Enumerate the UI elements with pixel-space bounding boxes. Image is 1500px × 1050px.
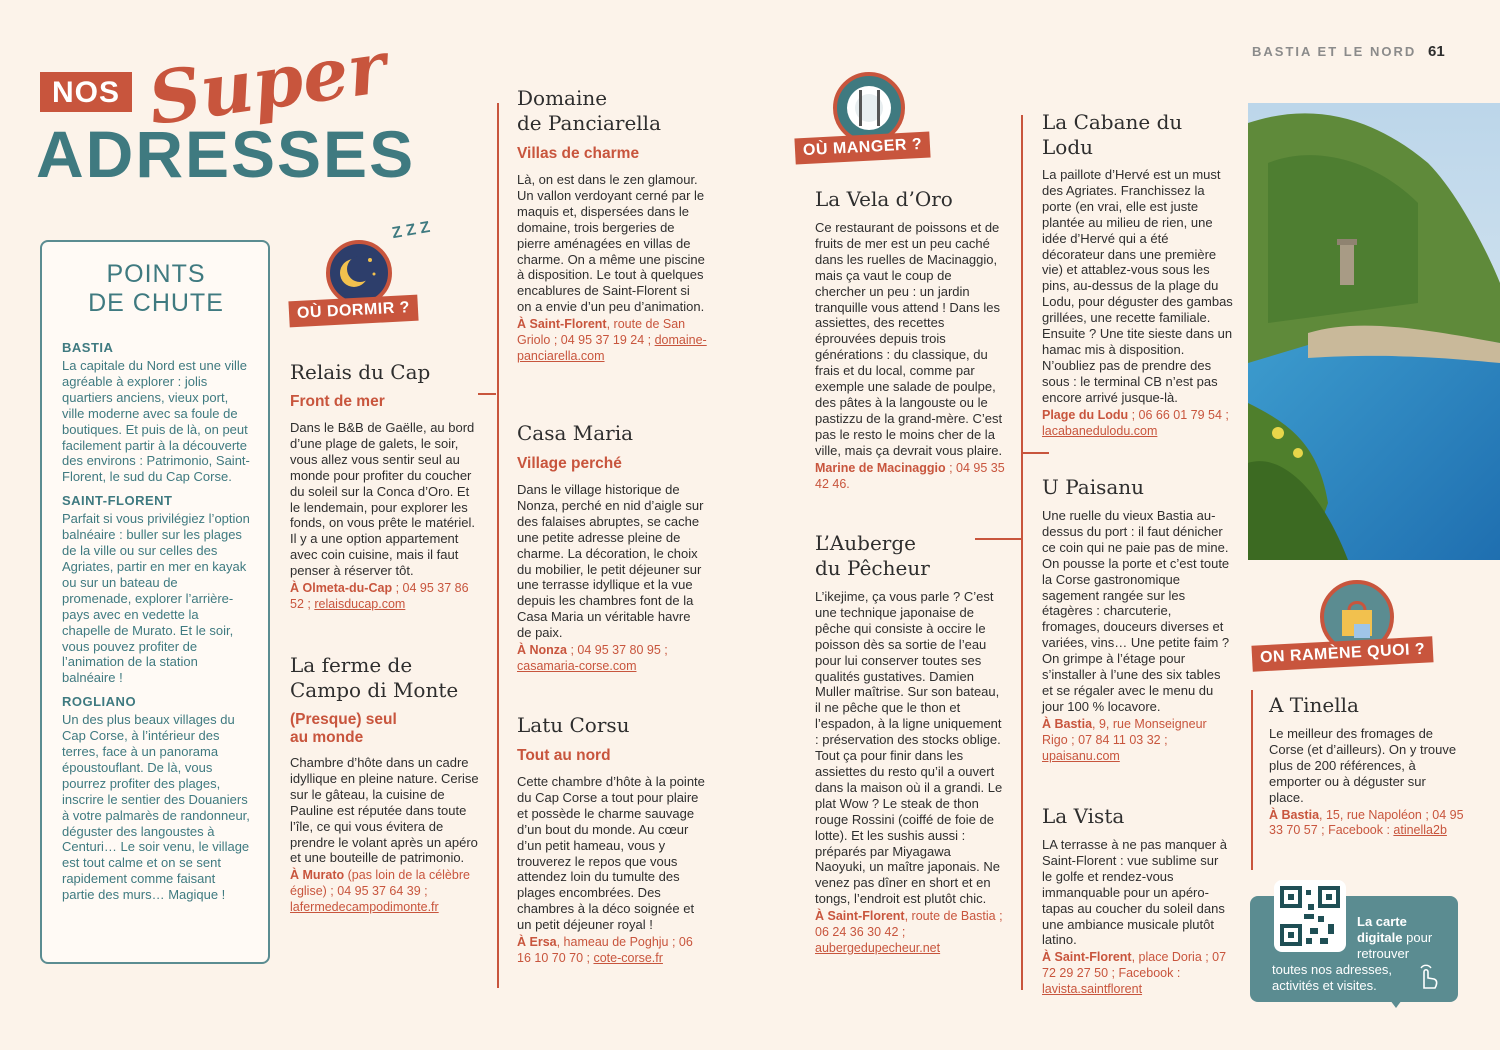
- latu-entry: [517, 713, 707, 967]
- domaine-place: À Saint-Florent: [517, 317, 607, 332]
- ferme-name-2: Campo di Monte: [290, 678, 459, 702]
- auberge-name-1: L’Auberge: [815, 531, 917, 555]
- ferme-site-link[interactable]: lafermedecampodimonte.fr: [290, 900, 439, 915]
- casa-extra: ; 04 95 37 80 95 ;: [567, 643, 668, 658]
- page-number: 61: [1428, 43, 1445, 60]
- qr-line-5: toutes nos adresses,: [1272, 962, 1392, 977]
- points-title-2: DE CHUTE: [88, 289, 224, 317]
- auberge-extra: , route de Bastia ; 06 24 36 30 42 ;: [815, 909, 1003, 940]
- domaine-body: Là, on est dans le zen glamour. Un vallon verdoyant cerné par le maquis et, dispersées dans le domaine, trois bergeries de pierre aménagées en villas de charme. On a même une piscine à disposition. Le tout à quelques encablures de Saint-Florent si on a envie d’un peu d’animation.: [517, 172, 705, 315]
- paisanu-place: À Bastia: [1042, 716, 1093, 731]
- paisanu-body: Une ruelle du vieux Bastia au-dessus du port : il faut dénicher ce coin qui ne paie pas de mine. On pousse la porte et c’est toute la Corse gastronomique sagement rangée sur les étagères : charcuterie, fromages, douceurs diverses et variées, vins… Une petite faim ? On grimpe à l’étage pour s’installer à l’une des six tables et se régaler avec le menu du jour 100 % locavore.: [1042, 508, 1230, 714]
- tap-hand-icon: [1416, 962, 1440, 990]
- relais-entry: [290, 360, 480, 613]
- points-heading: BASTIA: [62, 340, 114, 355]
- relais-tag: Front de mer: [290, 393, 385, 410]
- ferme-body: Chambre d’hôte dans un cadre idyllique en pleine nature. Cerise sur le gâteau, la cuisine de Pauline est réputée dans toute l’île, ce qui vous évitera de prendre le volant après un apéro et une bouteille de patrimonio.: [290, 755, 479, 866]
- relais-name: Relais du Cap: [290, 360, 431, 384]
- badge-ou-manger: OÙ MANGER ?: [794, 131, 930, 164]
- title-adresses: ADRESSES: [36, 117, 416, 191]
- vista-extra: , place Doria ; 07 72 29 27 50 ; Facebook :: [1042, 950, 1227, 981]
- cabane-place: Plage du Lodu: [1042, 407, 1129, 422]
- badge-on-ramene-quoi: ON RAMÈNE QUOI ?: [1251, 636, 1433, 671]
- vela-extra: ; 04 95 35 42 46.: [815, 460, 1005, 491]
- domaine-site-link[interactable]: domaine-panciarella.com: [517, 333, 707, 363]
- vela-place: Marine de Macinaggio: [815, 460, 946, 475]
- latu-body: Cette chambre d’hôte à la pointe du Cap Corse a tout pour plaire et possède le charme sauvage d’un bout du monde. Au cœur d’un petit hameau, vous y trouverez le repos que vous attendez loin du tumulte des plages encombrées. Des chambres à la déco soignée et un petit déjeuner royal !: [517, 774, 705, 933]
- coastal-photo: [1248, 103, 1500, 560]
- vela-name: La Vela d’Oro: [815, 187, 953, 211]
- auberge-site-link[interactable]: aubergedupecheur.net: [815, 940, 941, 955]
- cabane-extra: ; 06 66 01 79 54 ;: [1128, 407, 1229, 422]
- qr-line-2: digitale: [1357, 930, 1403, 945]
- domaine-name-2: de Panciarella: [517, 111, 661, 135]
- divider: [1021, 452, 1049, 454]
- badge-ou-dormir: OÙ DORMIR ?: [288, 295, 418, 328]
- ferme-name-1: La ferme de: [290, 653, 413, 677]
- points-heading: ROGLIANO: [62, 694, 137, 710]
- qr-line-4: retrouver: [1357, 946, 1410, 961]
- vela-entry: [815, 187, 1005, 492]
- points-title-1: POINTS: [106, 260, 206, 288]
- ferme-place: À Murato: [290, 868, 345, 883]
- relais-body: Dans le B&B de Gaëlle, au bord d’une plage de galets, le soir, vous allez vous sentir seul au monde pour profiter du coucher du soleil sur la Conca d’Oro. Et le lendemain, pour explorer les fonds, on vous prête le matériel. Il y a une option appartement avec coin cuisine, mais il faut penser à réserver tôt.: [290, 420, 475, 579]
- casa-entry: [517, 421, 707, 675]
- ferme-entry: [290, 653, 480, 916]
- casa-tag: Village perché: [517, 455, 622, 472]
- points-text: Parfait si vous privilégiez l’option balnéaire : buller sur les plages de la ville ou sur celles des Agriates, partir en mer en kayak ou sur un bateau de promenade, explorer l’arrière-pays avec en vedette la chapelle de Murato. Et le soir, vous pouvez profiter de l’animation de la station balnéaire !: [62, 511, 250, 686]
- paisanu-name: U Paisanu: [1042, 475, 1145, 499]
- tinella-site-link[interactable]: atinella2b: [1393, 823, 1447, 838]
- title-nos: NOS: [40, 72, 132, 112]
- ferme-tag-1: (Presque) seul: [290, 711, 397, 728]
- divider: [478, 393, 496, 395]
- tinella-body: Le meilleur des fromages de Corse (et d’ailleurs). On y trouve plus de 200 références, à emporter ou à déguster sur place.: [1269, 726, 1457, 805]
- tinella-place: À Bastia: [1269, 807, 1320, 822]
- casa-name: Casa Maria: [517, 421, 634, 445]
- column-divider: [1251, 690, 1253, 870]
- tinella-extra: , 15, rue Napoléon ; 04 95 33 70 57 ; Facebook :: [1269, 807, 1464, 838]
- callout-pointer: [1390, 1000, 1402, 1008]
- domaine-tag: Villas de charme: [517, 145, 640, 162]
- paisanu-entry: [1042, 475, 1232, 765]
- relais-phone: ; 04 95 37 86 52 ;: [290, 581, 469, 611]
- points-text: La capitale du Nord est une ville agréable à explorer : jolis quartiers anciens, vieux port, ville moderne avec sa foule de boutiques. Et puis de là, on peut facilement partir à la découverte des environs : Patrimonio, Saint-Florent, le sud du Cap Corse.: [62, 358, 250, 485]
- vista-body: LA terrasse à ne pas manquer à Saint-Florent : vue sublime sur le golfe et rendez-vous immanquable pour un apéro-tapas au coucher du soleil dans une ambiance musicale plutôt latino.: [1042, 837, 1228, 948]
- casa-place: À Nonza: [517, 643, 567, 658]
- relais-site-link[interactable]: relaisducap.com: [314, 596, 406, 611]
- column-divider: [497, 103, 499, 988]
- latu-place: À Ersa: [517, 935, 557, 950]
- ferme-extra: (pas loin de la célèbre église) ; 04 95 37 64 39 ;: [290, 868, 470, 899]
- vista-name: La Vista: [1042, 804, 1125, 828]
- latu-extra: , hameau de Poghju ; 06 16 10 70 70 ;: [517, 935, 693, 965]
- domaine-entry: [517, 86, 707, 365]
- points-de-chute-box: [40, 240, 270, 964]
- vista-site-link[interactable]: lavista.saintflorent: [1042, 982, 1143, 997]
- qr-line-6: activités et visites.: [1272, 978, 1377, 993]
- auberge-body: L’ikejime, ça vous parle ? C’est une technique japonaise de pêche qui consiste à occire le poisson dès sa sortie de l’eau pour lui conserver toutes ses qualités gustatives. Damien Muller maîtrise. Sur son bateau, il ne pêche que le thon et l’espadon, à la ligne uniquement : préservation des stocks oblige. Tout ça pour finir dans les assiettes du resto qu’il a ouvert dans la maison où il a grandi. Le plat Wow ? Le steak de thon rouge Rossini (coiffé de foie de lotte). Et les sushis aussi : préparés par Miyagawa Naoyuki, un maître japonais. Ne venez pas dîner en short et en tongs, l’endroit est plutôt chic.: [815, 589, 1003, 907]
- qr-line-1: La carte: [1357, 914, 1407, 929]
- qr-subtext: [1272, 962, 1422, 994]
- latu-tag: Tout au nord: [517, 747, 611, 764]
- divider: [975, 538, 1023, 540]
- points-heading: SAINT-FLORENT: [62, 493, 173, 509]
- title-super: Super: [143, 23, 392, 142]
- cabane-site-link[interactable]: lacabanedulodu.com: [1042, 423, 1158, 438]
- auberge-entry: [815, 531, 1005, 957]
- running-title: BASTIA ET LE NORD: [1252, 44, 1417, 59]
- qr-code-icon[interactable]: [1274, 880, 1346, 952]
- paisanu-site-link[interactable]: upaisanu.com: [1042, 748, 1120, 763]
- qr-line-3: pour: [1406, 930, 1433, 945]
- column-divider: [1021, 115, 1023, 990]
- paisanu-extra: , 9, rue Monseigneur Rigo ; 07 84 11 03 32 ;: [1042, 716, 1207, 747]
- points-text: Un des plus beaux villages du Cap Corse, à l’intérieur des terres, face à un panorama époustouflant. De là, vous pourrez profiter des plages, inscrire le sentier des Douaniers à votre palmarès de randonneur, déguster des langoustes à Centuri… Le soir venu, le village est tout calme et on se sent rapidement comme faisant partie des murs… Magique !: [62, 712, 250, 903]
- tinella-name: A Tinella: [1269, 693, 1359, 717]
- vista-place: À Saint-Florent: [1042, 950, 1132, 965]
- casa-site-link[interactable]: casamaria-corse.com: [517, 658, 637, 673]
- cabane-entry: [1042, 110, 1234, 439]
- relais-place: À Olmeta-du-Cap: [290, 581, 393, 596]
- vela-body: Ce restaurant de poissons et de fruits de mer est un peu caché dans les ruelles de Macinaggio, mais ça vaut le coup de chercher un peu : un jardin tranquille vous attend ! Dans les assiettes, des recettes éprouvées depuis trois générations : du classique, du frais et du local, comme par exemple une salade de poulpe, des pâtes à la langouste ou le pastizzu de la grand-mère. C’est pas le resto le moins cher de la ville, mais ça devrait vous plaire.: [815, 220, 1003, 458]
- vista-entry: [1042, 804, 1232, 998]
- domaine-extra: , route de San Griolo ; 04 95 37 19 24 ;: [517, 317, 686, 348]
- cabane-name: La Cabane du Lodu: [1042, 110, 1183, 159]
- tinella-entry: [1269, 693, 1464, 839]
- qr-heading: [1357, 914, 1453, 962]
- latu-site-link[interactable]: cote-corse.fr: [593, 950, 663, 965]
- digital-map-promo[interactable]: [1250, 896, 1458, 1002]
- zzz-icon: Z Z Z: [390, 218, 432, 243]
- auberge-place: À Saint-Florent: [815, 909, 905, 924]
- cabane-body: La paillote d’Hervé est un must des Agriates. Franchissez la porte (en vrai, elle est juste plantée au milieu de rien, une idée d’Hervé qui a été décorateur dans une première vie) et attablez-vous sous les pins, au-dessus de la plage du Lodu, pour déguster des gambas grillées, une recette familiale. Ensuite ? Une tite sieste dans un hamac mis à disposition. N’oubliez pas de prendre des sous : le terminal CB n’est pas encore arrivé jusque-là.: [1042, 167, 1233, 405]
- latu-name: Latu Corsu: [517, 713, 630, 737]
- domaine-name-1: Domaine: [517, 86, 608, 110]
- ferme-tag-2: au monde: [290, 729, 364, 746]
- casa-body: Dans le village historique de Nonza, perché en nid d’aigle sur des falaises abruptes, se cache une petite adresse pleine de charme. La décoration, le choix du mobilier, le petit déjeuner sur une terrasse idyllique et la vue depuis les chambres font de la Casa Maria un véritable havre de paix.: [517, 482, 704, 641]
- auberge-name-2: du Pêcheur: [815, 556, 930, 580]
